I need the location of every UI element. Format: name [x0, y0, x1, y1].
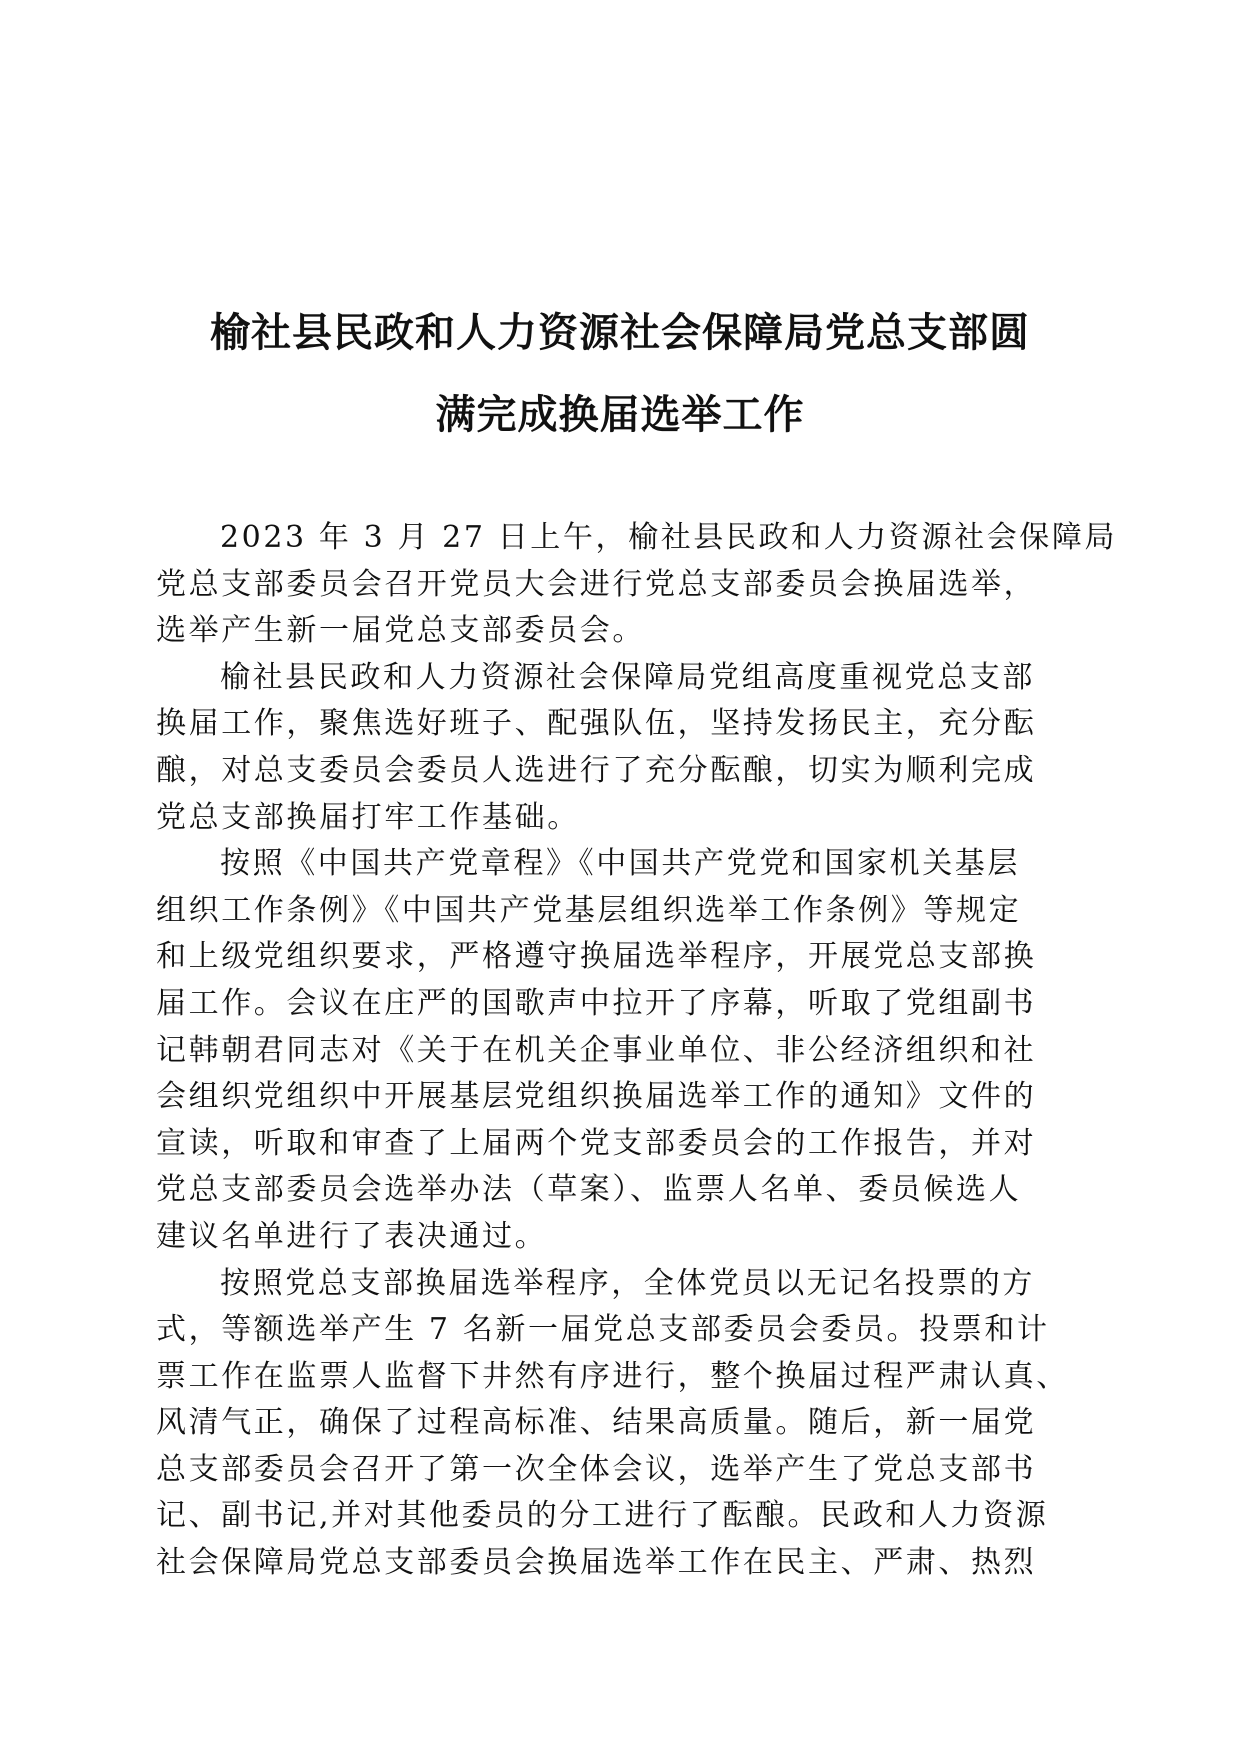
text-line: 风清气正，确保了过程高标准、结果高质量。随后，新一届党: [156, 1405, 1037, 1441]
text-line: 酿，对总支委员会委员人选进行了充分酝酿，切实为顺利完成: [156, 752, 1037, 788]
text-line: 社会保障局党总支部委员会换届选举工作在民主、严肃、热烈: [156, 1545, 1037, 1581]
text-line: 组织工作条例》《中国共产党基层组织选举工作条例》等规定: [156, 892, 1022, 928]
text-line: 记韩朝君同志对《关于在机关企事业单位、非公经济组织和社: [156, 1032, 1037, 1068]
title-line-1: 榆社县民政和人力资源社会保障局党总支部圆: [210, 309, 1030, 356]
document-title: [140, 292, 1100, 456]
text-line: 换届工作，聚焦选好班子、配强队伍，坚持发扬民主，充分酝: [156, 706, 1037, 742]
text-line: 党总支部换届打牢工作基础。: [156, 799, 580, 835]
text-line: 2023 年 3 月 27 日上午，榆社县民政和人力资源社会保障局: [220, 520, 1118, 555]
text-line: 式，等额选举产生 7 名新一届党总支部委员会委员。投票和计: [156, 1312, 1050, 1348]
text-line: 票工作在监票人监督下井然有序进行，整个换届过程严肃认真、: [156, 1358, 1069, 1394]
text-line: 党总支部委员会选举办法（草案）、监票人名单、委员候选人: [156, 1172, 1022, 1208]
title-line-2: 满完成换届选举工作: [435, 391, 805, 438]
text-line: 会组织党组织中开展基层党组织换届选举工作的通知》文件的: [156, 1079, 1037, 1115]
text-line: 记、副书记,并对其他委员的分工进行了酝酿。民政和人力资源: [156, 1498, 1049, 1534]
text-line: 按照党总支部换届选举程序，全体党员以无记名投票的方: [220, 1265, 1035, 1301]
text-line: 按照《中国共产党章程》《中国共产党党和国家机关基层: [220, 846, 1020, 882]
document-body: [156, 515, 1118, 1587]
paragraph-1: [156, 515, 1118, 655]
text-line: 总支部委员会召开了第一次全体会议，选举产生了党总支部书: [156, 1451, 1037, 1487]
paragraph-3: [156, 841, 1076, 1260]
paragraph-2: [156, 655, 1076, 841]
text-line: 宣读，听取和审查了上届两个党支部委员会的工作报告，并对: [156, 1125, 1037, 1161]
text-line: 榆社县民政和人力资源社会保障局党组高度重视党总支部: [220, 659, 1035, 695]
paragraph-4: [156, 1261, 1076, 1587]
text-line: 党总支部委员会召开党员大会进行党总支部委员会换届选举，: [156, 566, 1037, 602]
text-line: 选举产生新一届党总支部委员会。: [156, 613, 645, 649]
text-line: 届工作。会议在庄严的国歌声中拉开了序幕，听取了党组副书: [156, 985, 1037, 1021]
text-line: 建议名单进行了表决通过。: [156, 1218, 548, 1254]
text-line: 和上级党组织要求，严格遵守换届选举程序，开展党总支部换: [156, 939, 1037, 975]
